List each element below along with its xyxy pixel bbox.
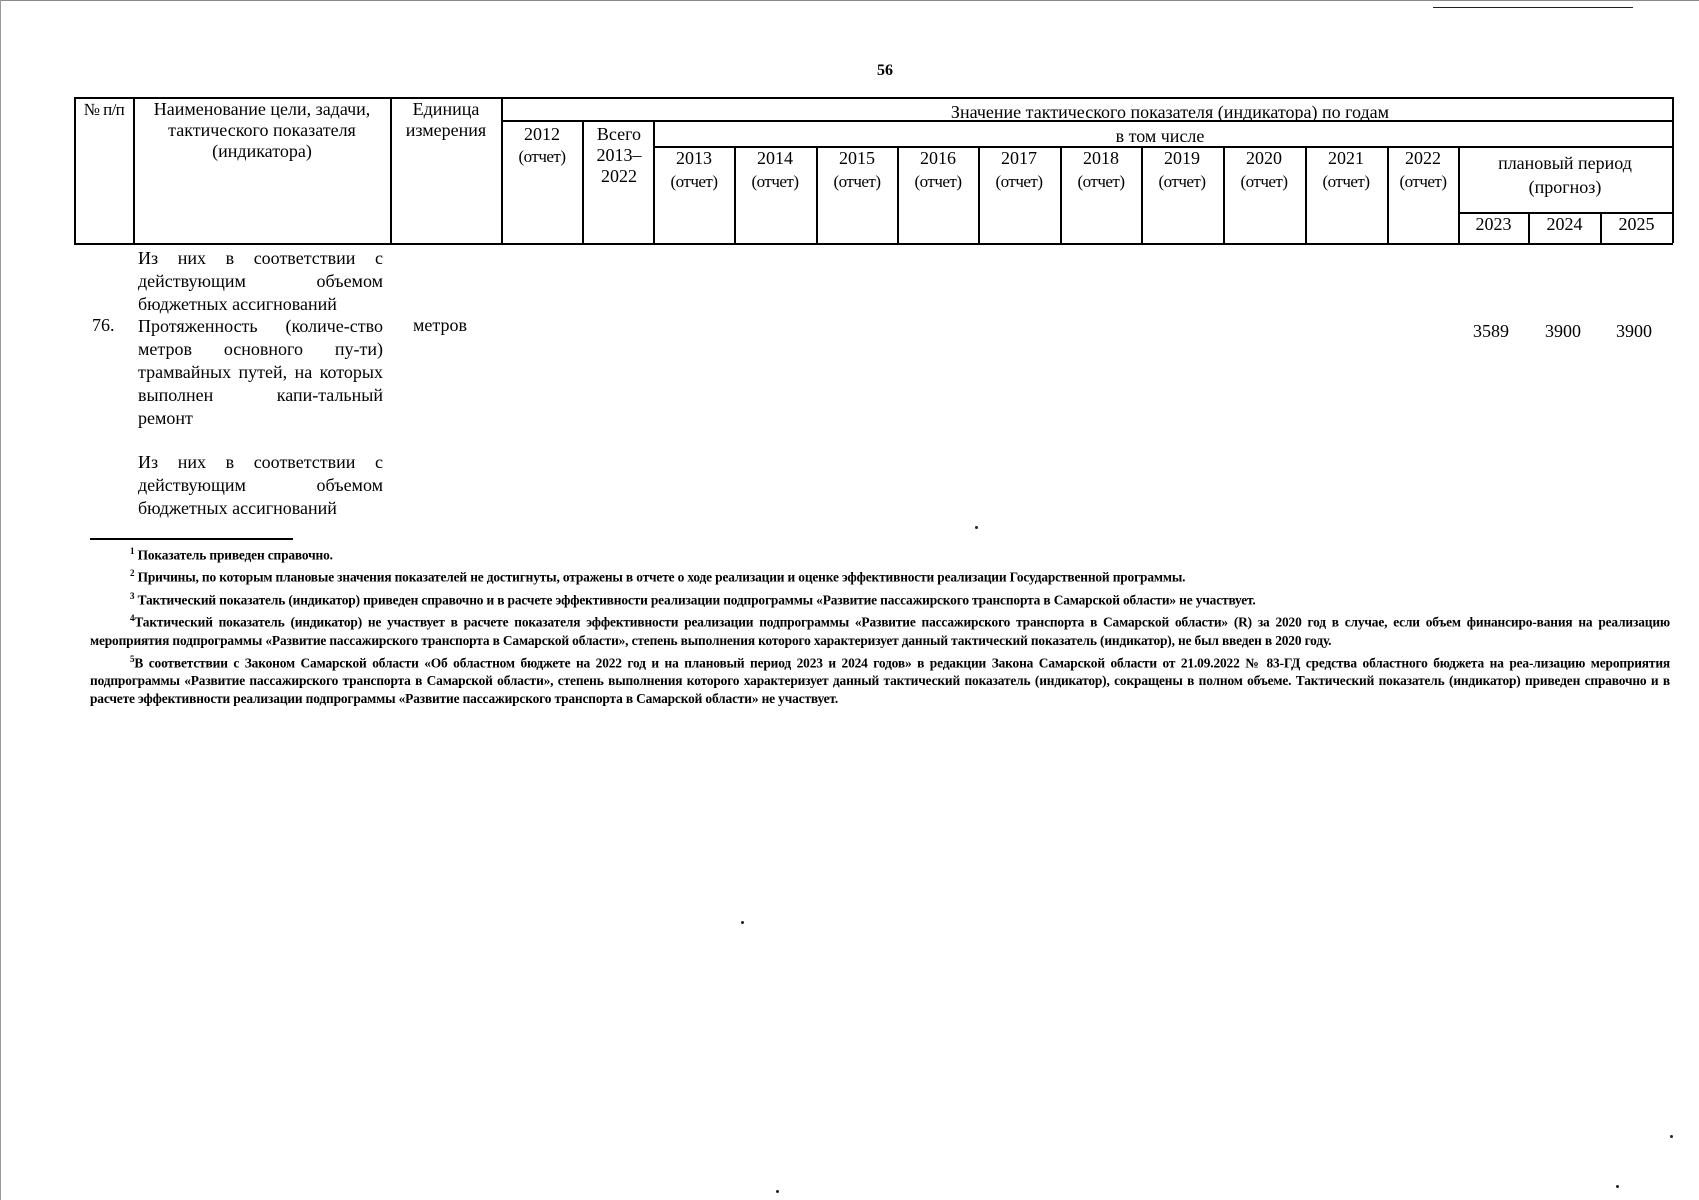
footnote-4: $^4$Тактический показатель (индикатор) не участвует в расчете показателя эффективности реализации подпрограммы «Развитие пассажирского транспорта в Самарской области» (R) за 2020 год в случае, если объем финансиро-вания на реализацию мероприятия подпрограммы «Развитие пассажирского транспорта в Самарской области», степень выполнения которого характеризует данный тактический показатель (индикатор), не был введен в 2020 году. xyxy=(90,613,1670,648)
scan-speck xyxy=(975,526,978,529)
header-year-2015: 2015 xyxy=(839,148,875,168)
header-col-number: № п/п xyxy=(83,100,125,119)
scan-speck xyxy=(776,1190,779,1193)
scan-speck xyxy=(741,921,744,924)
value-2025: 3900 xyxy=(1616,321,1652,341)
header-report-2013: (отчет) xyxy=(670,172,718,191)
unit-of-measure: метров xyxy=(413,315,467,335)
value-2024: 3900 xyxy=(1545,321,1581,341)
header-including: в том числе xyxy=(1115,126,1205,146)
footnote-1: $^1$ Показатель приведен справочно. xyxy=(130,546,333,563)
note-budget-allocations-2: Из них в соответствии с действующим объемом бюджетных ассигнований xyxy=(138,452,383,518)
header-year-2022: 2022 xyxy=(1405,148,1441,168)
footnote-5: $^5$В соответствии с Законом Самарской области «Об областном бюджете на 2022 год и на плановый период 2023 и 2024 годов» в редакции Закона Самарской области от 21.09.2022 № 83-ГД средства областного бюджета на реа-лизацию мероприятия подпрограммы «Развитие пассажирского транспорта в Самарской области», степень выполнения которого характеризует данный тактический показатель (индикатор), сокращены в полном объеме. Тактический показатель (индикатор) приведен справочно и в расчете эффективности реализации подпрограммы «Развитие пассажирского транспорта в Самарской области» не участвует. xyxy=(90,653,1670,707)
header-year-2013: 2013 xyxy=(676,148,712,168)
header-year-2020: 2020 xyxy=(1246,148,1282,168)
header-report-2017: (отчет) xyxy=(995,172,1043,191)
footnote-separator xyxy=(90,538,293,540)
note-budget-allocations: Из них в соответствии с действующим объемом бюджетных ассигнований xyxy=(138,248,383,314)
value-2023: 3589 xyxy=(1473,321,1509,341)
footnote-2: $^2$ Причины, по которым плановые значения показателей не достигнуты, отражены в отчете о ходе реализации и оценке эффективности реализации Государственной программы. xyxy=(130,568,1186,585)
header-plan-period: плановый период (прогноз) xyxy=(1498,153,1632,197)
footnote-3: $^3$ Тактический показатель (индикатор) приведен справочно и в расчете эффективности реализации подпрограммы «Развитие пассажирского транспорта в Самарской области» не участвует. xyxy=(130,590,1256,608)
page-number: 56 xyxy=(877,62,893,79)
indicator-name: Протяженность (количе-ство метров основного пу-ти) трамвайных путей, на которых выполнен капи-тальный ремонт xyxy=(138,316,383,428)
header-year-2021: 2021 xyxy=(1328,148,1364,168)
header-col-unit: Единица измерения xyxy=(405,99,487,140)
header-report-2021: (отчет) xyxy=(1322,172,1370,191)
header-report-2016: (отчет) xyxy=(914,172,962,191)
header-plan-year-2025: 2025 xyxy=(1618,214,1655,234)
header-report-2012: (отчет) xyxy=(518,147,566,166)
row-number: 76. xyxy=(92,315,115,335)
footnotes xyxy=(90,542,1670,708)
scan-speck xyxy=(1616,1185,1619,1188)
header-col-values: Значение тактического показателя (индикатора) по годам xyxy=(950,102,1390,122)
scan-speck xyxy=(1670,1135,1673,1138)
header-year-2012: 2012 xyxy=(524,124,560,144)
header-total: Всего 2013–2022 xyxy=(596,124,642,186)
header-plan-year-2023: 2023 xyxy=(1475,214,1512,234)
scan-mark-top-right xyxy=(1433,7,1633,8)
scan-edge-left xyxy=(0,0,1,1200)
header-plan-year-2024: 2024 xyxy=(1546,214,1583,234)
header-year-2014: 2014 xyxy=(757,148,793,168)
header-report-2014: (отчет) xyxy=(751,172,799,191)
header-year-2018: 2018 xyxy=(1083,148,1119,168)
header-year-2016: 2016 xyxy=(920,148,956,168)
header-report-2022: (отчет) xyxy=(1399,172,1447,191)
header-report-2018: (отчет) xyxy=(1077,172,1125,191)
header-report-2015: (отчет) xyxy=(833,172,881,191)
header-year-2019: 2019 xyxy=(1164,148,1200,168)
header-col-name: Наименование цели, задачи, тактического показателя (индикатора) xyxy=(153,99,371,161)
header-report-2019: (отчет) xyxy=(1158,172,1206,191)
scan-edge-top xyxy=(0,0,1699,1)
header-year-2017: 2017 xyxy=(1001,148,1037,168)
header-report-2020: (отчет) xyxy=(1240,172,1288,191)
